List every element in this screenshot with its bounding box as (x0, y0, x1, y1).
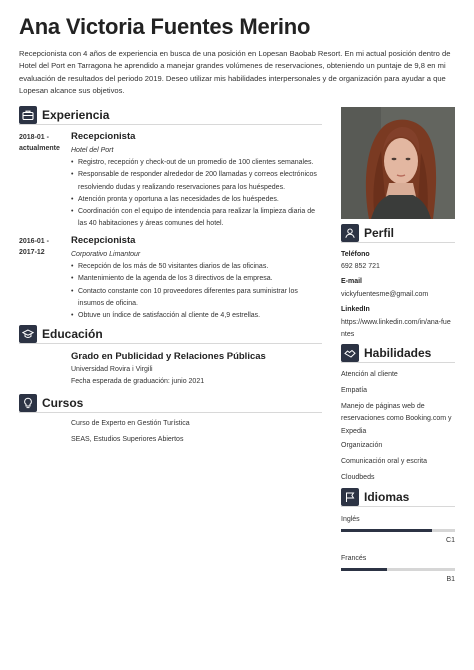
list-item: • Recepción de los más de 50 visitantes diarios de las oficinas. (71, 261, 323, 273)
degree-title: Grado en Publicidad y Relaciones Públicas (71, 351, 266, 362)
profile-photo (341, 107, 455, 219)
courses-divider (19, 412, 322, 413)
job-role: Recepcionista (71, 235, 136, 246)
phone-value: 692 852 721 (341, 263, 380, 270)
language-level-fill (341, 529, 432, 532)
user-icon (341, 224, 359, 242)
briefcase-icon (19, 106, 37, 124)
linkedin-link[interactable]: https://www.linkedin.com/in/ana-fuentes (341, 319, 451, 339)
job-date-start: 2016-01 - (19, 238, 49, 245)
language-level-fill (341, 568, 387, 571)
education-divider (19, 343, 322, 344)
job-achievements (71, 261, 323, 322)
experience-divider (19, 124, 322, 125)
job-role: Recepcionista (71, 131, 136, 142)
linkedin-label: LinkedIn (341, 306, 370, 313)
lightbulb-icon (19, 394, 37, 412)
list-item: • Atención pronta y oportuna a las necesidades de los huéspedes. (71, 194, 323, 206)
skills-divider (341, 362, 455, 363)
courses-title: Cursos (42, 396, 84, 410)
job-company: Hotel del Port (71, 147, 114, 154)
job-company: Corporativo Limantour (71, 251, 141, 258)
course-item: SEAS, Estudios Superiores Abiertos (71, 436, 184, 443)
skills-section-header (341, 344, 431, 362)
education-title: Educación (42, 327, 103, 341)
list-item: • Registro, recepción y check-out de un promedio de 100 clientes semanales. (71, 157, 323, 169)
candidate-name: Ana Victoria Fuentes Merino (19, 14, 311, 39)
professional-summary: Recepcionista con 4 años de experiencia en busca de una posición en Lopesan Baobab Resort. En mi actual posición dentro de Hotel del Port en Tarragona he aprendido a manejar grandes volúmenes de reservaciones, obteniendo un puntaje de 9,8 en mi evaluación de resultados del periodo 2019. Deseo utilizar mis habilidades interpersonales y de organización para ayudar a que Lopesan alcance sus objetivos. (19, 49, 451, 95)
profile-title: Perfil (364, 226, 395, 240)
skill-item: Cloudbeds (341, 474, 375, 481)
language-level: B1 (446, 576, 455, 583)
job-date-end: 2017-12 (19, 249, 45, 256)
education-section-header (19, 325, 103, 343)
language-level-bar (341, 529, 455, 532)
graduation-date: Fecha esperada de graduación: junio 2021 (71, 378, 205, 385)
skill-item: Empatía (341, 387, 368, 394)
job-date (19, 132, 65, 154)
flag-icon (341, 488, 359, 506)
courses-section-header (19, 394, 83, 412)
skill-item: Organización (341, 442, 383, 449)
list-item: • Mantenimiento de la agenda de los 3 directivos de la empresa. (71, 273, 323, 285)
skill-item: Manejo de páginas web de reservaciones como Booking.com y Expedia (341, 403, 452, 435)
phone-label: Teléfono (341, 251, 370, 258)
profile-section-header (341, 224, 394, 242)
list-item: • Contacto constante con 10 proveedores diferentes para suministrar los insumos de oficina. (71, 286, 323, 311)
languages-divider (341, 506, 455, 507)
email-label: E-mail (341, 278, 363, 285)
job-date-end: actualmente (19, 145, 60, 152)
job-achievements (71, 157, 323, 231)
languages-section-header (341, 488, 409, 506)
school-name: Universidad Rovira i Virgili (71, 366, 153, 373)
language-level: C1 (446, 537, 455, 544)
list-item: • Obtuve un índice de satisfacción al cliente de 4,9 estrellas. (71, 310, 323, 322)
handshake-icon (341, 344, 359, 362)
languages-title: Idiomas (364, 490, 410, 504)
skills-title: Habilidades (364, 346, 432, 360)
language-name: Inglés (341, 516, 360, 523)
skill-item: Comunicación oral y escrita (341, 458, 427, 465)
portrait-illustration (341, 107, 455, 219)
language-name: Francés (341, 555, 367, 562)
skill-item: Atención al cliente (341, 371, 398, 378)
language-level-bar (341, 568, 455, 571)
list-item: • Responsable de responder alrededor de 200 llamadas y correos electrónicos resolviendo dudas y realizando reservaciones para los huéspedes. (71, 169, 323, 194)
job-date (19, 236, 65, 258)
graduation-cap-icon (19, 325, 37, 343)
job-date-start: 2018-01 - (19, 134, 49, 141)
list-item: • Coordinación con el equipo de intendencia para realizar la limpieza diaria de las 40 habitaciones y áreas comunes del hotel. (71, 206, 323, 231)
experience-section-header (19, 106, 109, 124)
profile-divider (341, 242, 455, 243)
experience-title: Experiencia (42, 108, 110, 122)
email-value[interactable]: vickyfuentesme@gmail.com (341, 291, 429, 298)
course-item: Curso de Experto en Gestión Turística (71, 420, 190, 427)
